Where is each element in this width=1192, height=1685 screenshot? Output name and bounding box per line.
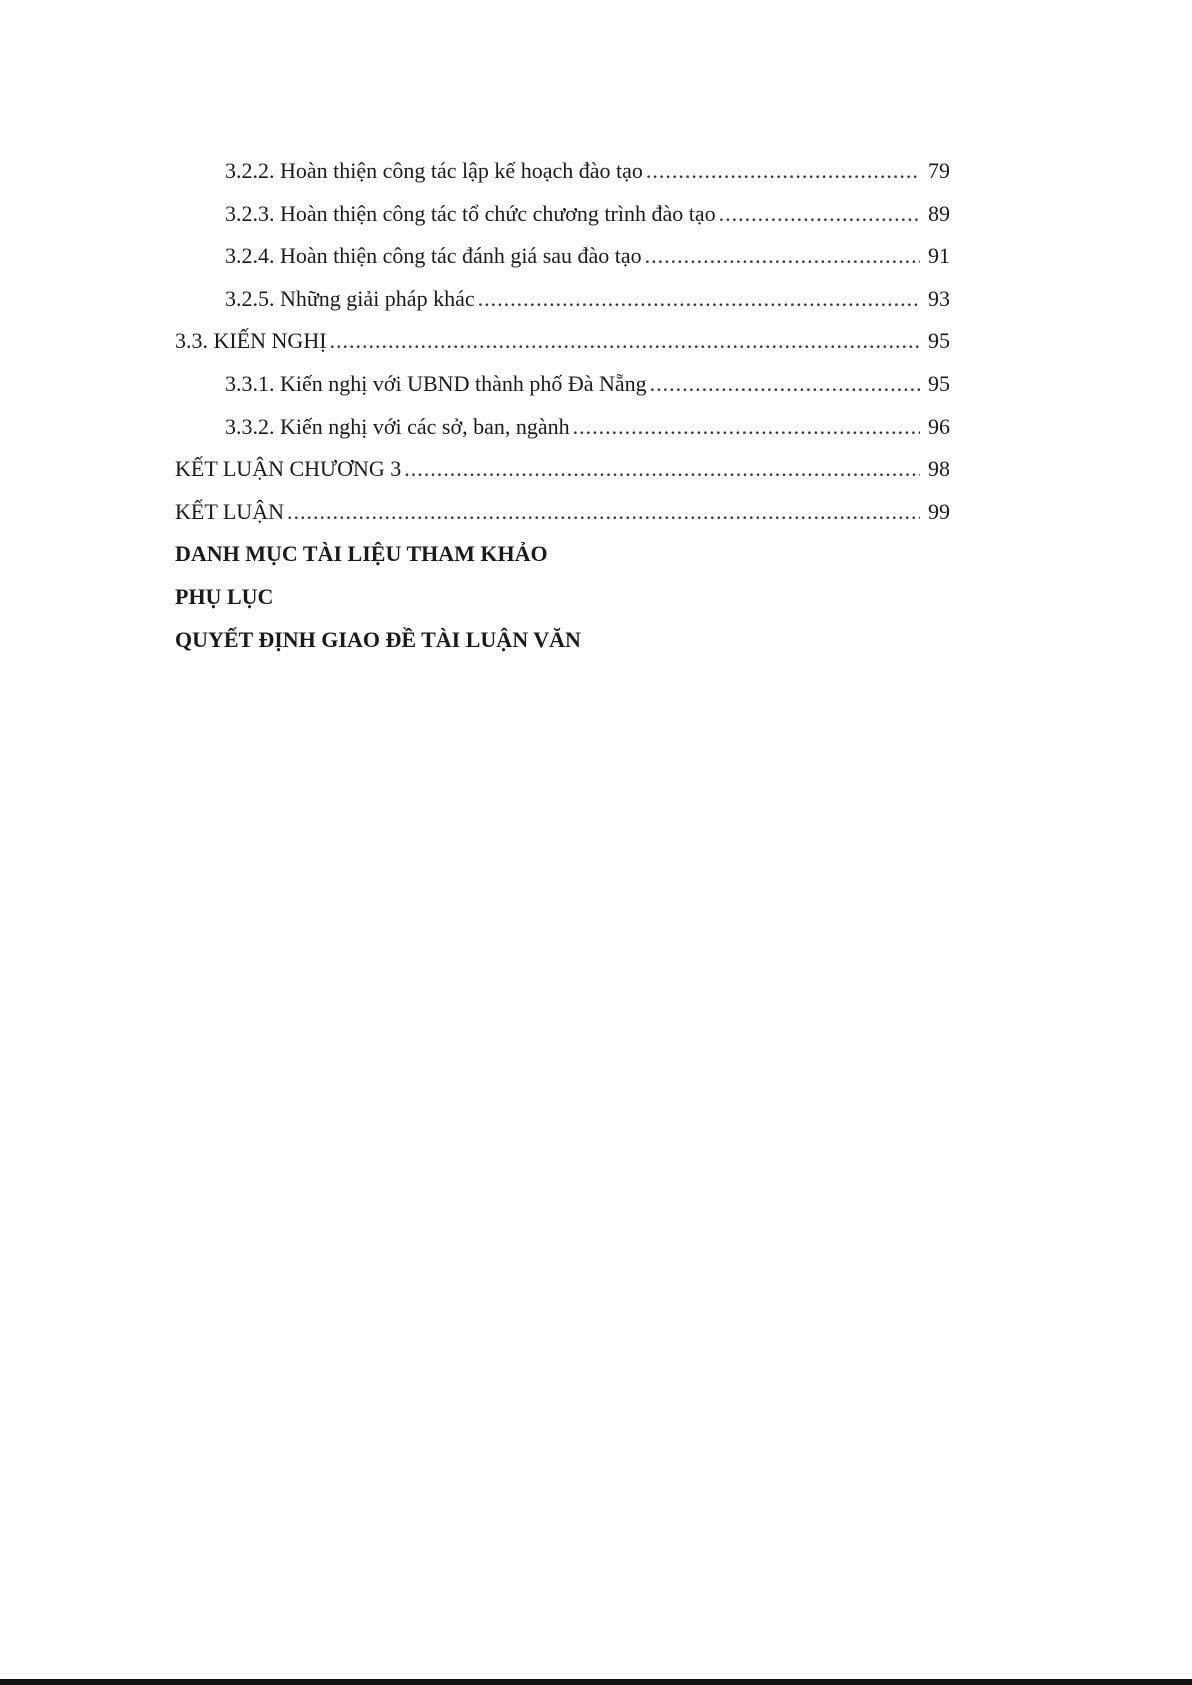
toc-page-number: 93 [928, 285, 950, 311]
toc-dot-leader [645, 235, 920, 278]
toc-dot-leader [719, 193, 920, 236]
toc-entry-3-2-3[interactable] [175, 193, 950, 236]
toc-page-number: 96 [928, 413, 950, 439]
toc-dot-leader [478, 278, 920, 321]
table-of-contents [175, 150, 950, 661]
toc-page-number: 99 [928, 498, 950, 524]
toc-entry-3-3-2[interactable] [175, 406, 950, 449]
page-bottom-border [0, 1679, 1192, 1685]
toc-page-number: 79 [928, 158, 950, 183]
toc-page-number: 95 [928, 328, 950, 354]
toc-heading-references[interactable]: DANH MỤC TÀI LIỆU THAM KHẢO [175, 541, 548, 567]
toc-entry-label: 3.3.1. Kiến nghị với UBND thành phố Đà Nẵng [225, 370, 647, 396]
toc-page-number: 95 [928, 370, 950, 396]
toc-dot-leader [650, 363, 920, 406]
toc-entry-3-2-2[interactable] [175, 150, 950, 193]
toc-entry-label: KẾT LUẬN CHƯƠNG 3 [175, 456, 402, 482]
toc-dot-leader [573, 406, 920, 449]
toc-entry-label: KẾT LUẬN [175, 498, 284, 524]
toc-entry-label: 3.2.4. Hoàn thiện công tác đánh giá sau đào tạo [225, 243, 642, 269]
toc-page-number: 98 [928, 456, 950, 482]
toc-entry-ket-luan-chuong-3[interactable] [175, 448, 950, 491]
toc-heading-thesis-decision[interactable]: QUYẾT ĐỊNH GIAO ĐỀ TÀI LUẬN VĂN [175, 626, 581, 652]
toc-entry-label: 3.3. KIẾN NGHỊ [175, 328, 327, 354]
toc-dot-leader [404, 448, 920, 491]
toc-entry-label: 3.3.2. Kiến nghị với các sở, ban, ngành [225, 413, 570, 439]
toc-entry-label: 3.2.2. Hoàn thiện công tác lập kế hoạch đào tạo [225, 158, 643, 183]
toc-heading-appendix[interactable]: PHỤ LỤC [175, 583, 274, 609]
toc-page-number: 91 [928, 243, 950, 269]
toc-dot-leader [330, 320, 920, 363]
toc-entry-label: 3.2.5. Những giải pháp khác [225, 285, 475, 311]
toc-dot-leader [646, 150, 920, 193]
toc-page-number: 89 [928, 200, 950, 226]
toc-entry-3-2-4[interactable] [175, 235, 950, 278]
toc-entry-label: 3.2.3. Hoàn thiện công tác tổ chức chương trình đào tạo [225, 200, 716, 226]
toc-entry-ket-luan[interactable] [175, 491, 950, 534]
toc-entry-3-3-1[interactable] [175, 363, 950, 406]
toc-entry-3-3[interactable] [175, 320, 950, 363]
toc-dot-leader [287, 491, 920, 534]
toc-entry-3-2-5[interactable] [175, 278, 950, 321]
